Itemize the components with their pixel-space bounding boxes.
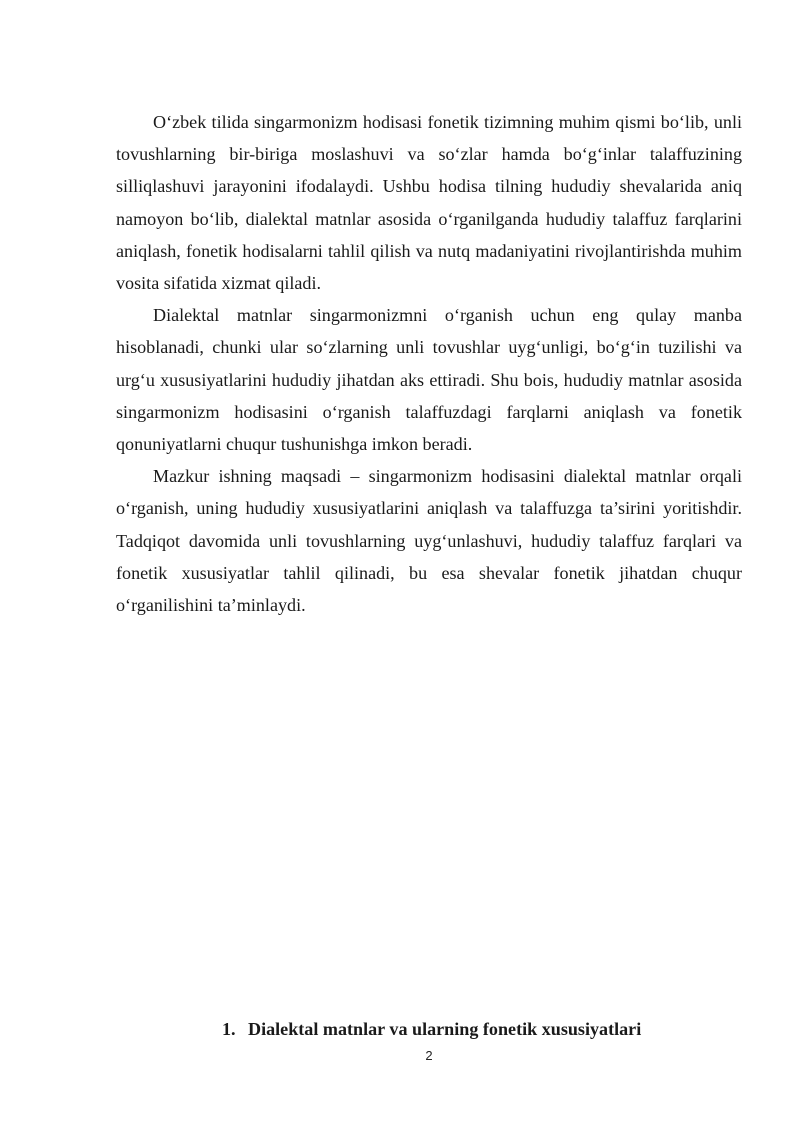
page-number: 2 — [425, 1048, 433, 1063]
paragraph-1: O‘zbek tilida singarmonizm hodisasi fonetik tizimning muhim qismi bo‘lib, unli tovushlarning bir-biriga moslashuvi va so‘zlar hamda bo‘g‘inlar talaffuzining silliqlashuvi jarayonini ifodalaydi. Ushbu hodisa tilning hududiy shevalarida aniq namoyon bo‘lib, dialektal matnlar asosida o‘rganilganda hududiy talaffuz farqlarini aniqlash, fonetik hodisalarni tahlil qilish va nutq madaniyatini rivojlantirishda muhim vosita sifatida xizmat qiladi. — [116, 112, 742, 294]
paragraph-3: Mazkur ishning maqsadi – singarmonizm hodisasini dialektal matnlar orqali o‘rganish, uning hududiy xususiyatlarini aniqlash va talaffuzga ta’sirini yoritishdir. Tadqiqot davomida unli tovushlarning uyg‘unlashuvi, hududiy talaffuz farqlari va fonetik xususiyatlar tahlil qilinadi, bu esa shevalar fonetik jihatdan chuqur o‘rganilishini ta’minlaydi. — [116, 466, 742, 616]
section-heading-number: 1. — [222, 1019, 236, 1039]
section-heading-text: Dialektal matnlar va ularning fonetik xususiyatlari — [248, 1019, 642, 1039]
paragraph-2: Dialektal matnlar singarmonizmni o‘rganish uchun eng qulay manba hisoblanadi, chunki ular so‘zlarning unli tovushlar uyg‘unligi, bo‘g‘in tuzilishi va urg‘u xususiyatlarini hududiy jihatdan aks ettiradi. Shu bois, hududiy matnlar asosida singarmonizm hodisasini o‘rganish talaffuzdagi farqlarni aniqlash va fonetik qonuniyatlarni chuqur tushunishga imkon beradi. — [116, 305, 742, 455]
body-text — [116, 106, 742, 621]
section-heading — [222, 1013, 782, 1045]
